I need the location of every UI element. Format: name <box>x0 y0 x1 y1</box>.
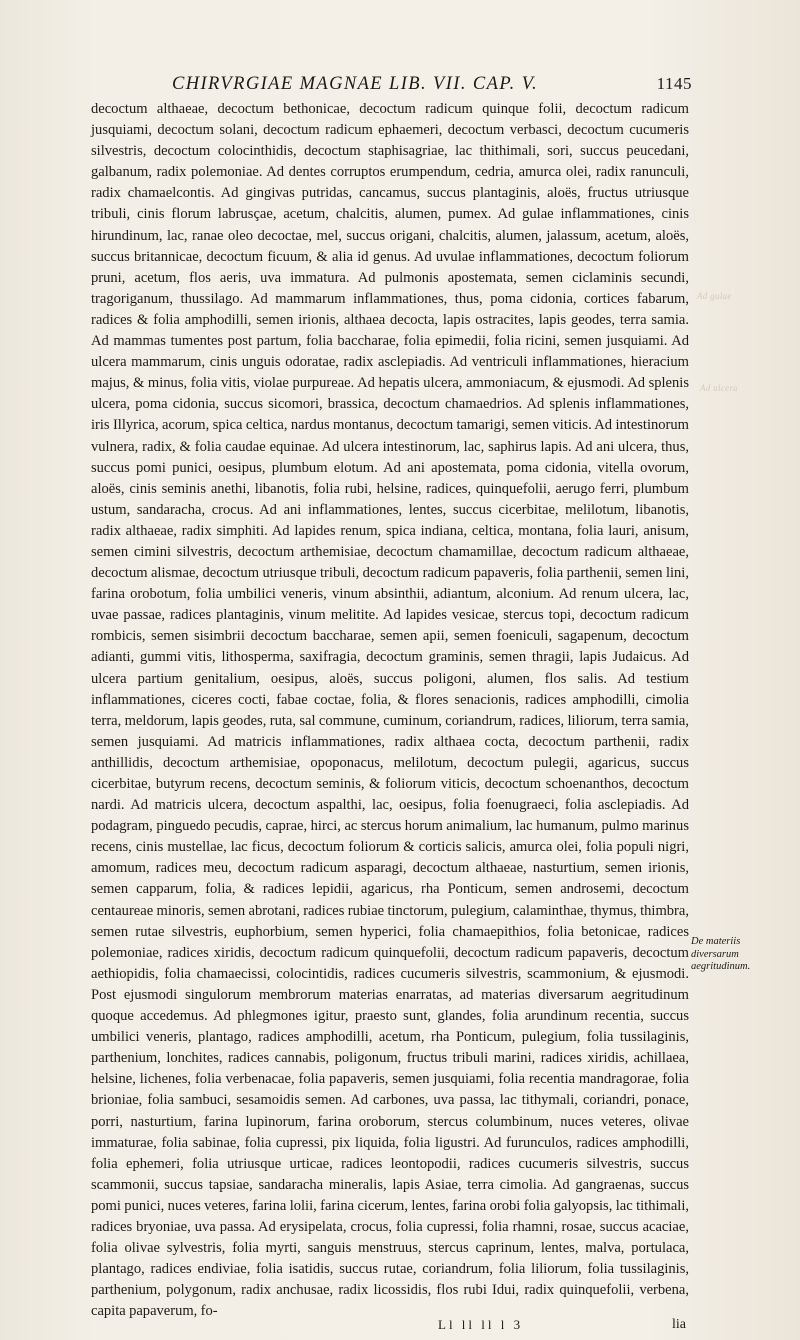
faded-marginal-mark: Ad ulcera <box>700 383 738 393</box>
body-paragraph: decoctum althaeae, decoctum bethonicae, decoctum radicum quinque folii, decoctum radicum jusquiami, decoctum solani, decoctum radicum ephaemeri, decoctum verbasci, decoctum cucumeris silvestris, decoctum colocinthidis, decoctum staphisagriae, lac thithimali, sori, succus peucedani, galbanum, radix polemoniae. Ad dentes corruptos erumpendum, cedria, amurca olei, radix ranunculi, radix chamaelcontis. Ad gingivas putridas, cancamus, succus plantaginis, aloës, fructus utriusque tribuli, cinis florum labrusçae, acetum, chalcitis, alumen, pumex. Ad gulae inflammationes, cinis hirundinum, lac, ranae oleo decoctae, mel, succus origani, chalcitis, alumen, jalassum, acetum, aloës, succus britannicae, decoctum ficuum, & alia id genus. Ad uvulae inflammationes, decoctum foliorum pruni, acetum, flos aeris, uva immatura. Ad pulmonis apostemata, semen ciclaminis secundi, tragoriganum, thussilago. Ad mammarum inflammationes, thus, poma cidonia, cortices fabarum, radices & folia amphodilli, semen irionis, althaea decocta, lapis ostracites, lapis geodes, terra samia. Ad mammas tumentes post partum, folia baccharae, folia epimedii, folia ricini, semen jusquiami. Ad ulcera mammarum, cinis unguis odoratae, radix asclepiadis. Ad ventriculi inflammationes, hieracium majus, & minus, folia vitis, violae purpureae. Ad hepatis ulcera, ammoniacum, & ejusmodi. Ad splenis ulcera, poma cidonia, succus sicomori, brassica, decoctum chamaedrios. Ad splenis inflammationes, iris Illyrica, acorum, spica celtica, nardus montanus, decoctum tamarigi, semen viticis. Ad intestinorum vulnera, radix, & folia caudae equinae. Ad ulcera intestinorum, lac, saphirus lapis. Ad ani ulcera, thus, succus pomi punici, oesipus, plumbum elotum. Ad ani apostemata, poma cidonia, vitella ovorum, aloës, cinis seminis anethi, libanotis, folia rubi, helsine, radices, quinquefolii, aerugo ferri, plumbum ustum, sandaracha, crocus. Ad ani inflammationes, lentes, succus cicerbitae, melilotum, libanotis, radix althaeae, radix simphiti. Ad lapides renum, spica indiana, celtica, montana, folia lauri, anisum, semen cimini silvestris, decoctum arthemisiae, decoctum chamamillae, decoctum radicum althaeae, decoctum alismae, decoctum utriusque tribuli, decoctum radicum papaveris, folia parthenii, semen lini, farina orobotum, folia umbilici veneris, vinum absinthii, adiantum, alconium. Ad renum ulcera, lac, uvae passae, radices plantaginis, vinum melitite. Ad lapides vesicae, stercus topi, decoctum radicum rombicis, semen sisimbrii decoctum baccharae, semen apii, semen foeniculi, sagapenum, decoctum adianti, gummi vitis, lithosperma, saxifragia, decoctum graminis, semen thragii, lapis Judaicus. Ad ulcera partium genitalium, oesipus, aloës, succus poligoni, alumen, flos salis. Ad testium inflammationes, ciceres cocti, fabae coctae, folia, & flores senacionis, radices amphodilli, cimolia terra, meldorum, lapis geodes, ruta, sal commune, cuminum, coriandrum, radices, liliorum, terra samia, semen jusquiami. Ad matricis inflammationes, radix althaea cocta, decoctum parthenii, radix anthillidis, decoctum arthemisiae, opoponacus, melilotum, decoctum pulegii, agaricus, succus cicerbitae, butyrum recens, decoctum seminis, & foliorum viticis, decoctum schoenanthos, decoctum nardi. Ad matricis ulcera, decoctum aspalthi, lac, oesipus, folia foenugraeci, folia asclepiadis. Ad podagram, pinguedo pecudis, caprae, hirci, ac stercus horum animalium, lac humanum, pulmo marinus recens, cinis mustellae, lac ficus, decoctum foliorum & corticis salicis, amurca olei, folia populi nigri, amomum, radices meu, decoctum radicum asparagi, decoctum althaeae, nasturtium, semen irionis, semen capparum, folia, & radices lepidii, agaricus, rha Ponticum, semen androsemi, decoctum centaureae minoris, semen abrotani, radices rubiae tinctorum, pulegium, calaminthae, thymus, thimbra, semen rutae silvestris, euphorbium, semen hyperici, folia chamaepithios, folia betonicae, radices polemoniae, radices xiridis, decoctum radicum quinquefolii, decoctum radicum papaveris, decoctum aethiopidis, folia chamaecissi, colocintidis, radices cucumeris silvestris, scammonium, & ejusmodi. Post ejusmodi singulorum membrorum materias enarratas, ad materias diversarum aegritudinum quoque accedemus. Ad phlegmones igitur, praesto sunt, glandes, folia arundinum recentia, succus umbilici veneris, plantago, radices amphodilli, acetum, rha Ponticum, pulegium, folia tussilaginis, parthenium, lonchites, radices cannabis, poligonum, fructus tribuli marini, radices xiridis, achillaea, helsine, lichenes, folia verbenacae, folia papaveris, semen jusquiami, folia recentia mandragorae, folia brioniae, folia sambuci, sesamoidis semen. Ad carbones, uva passa, lac tithymali, coriandri, ponace, porri, nasturtium, farina lupinorum, farina oroborum, stercus columbinum, nuces veteres, olivae immaturae, folia sabinae, folia cupressi, pix liquida, folia ligustri. Ad furunculos, radices amphodilli, folia ephemeri, folia utriusque urticae, radices leontopodii, radices cucumeris silvestris, succus scammonii, succus tapsiae, sandaracha mineralis, lapis Asiae, terra cimolia. Ad gangraenas, succus pomi punici, nuces veteres, farina lolii, farina cicerum, lentes, farina orobi folia galyopsis, lac tithimali, radices bryoniae, uva passa. Ad erysipelata, crocus, folia cupressi, folia rhamni, rosae, succus acaciae, folia olivae sylvestris, folia myrti, sanguis menstruus, stercus caprinum, lentes, malva, portulaca, plantago, radices endiviae, folia isatidis, succus rutae, coriandrum, folia liliorum, folia tussilaginis, parthenium, polygonum, radix anchusae, radix licossidis, flos rubi Idui, radix quinquefolii, verbena, capita papaverum, fo- <box>91 101 689 1320</box>
margin-note: De materiis diversarum aegritudinum. <box>691 936 751 972</box>
printer-signature: Ll ll ll l 3 <box>438 1317 524 1332</box>
page-number: 1145 <box>656 74 692 93</box>
faded-marginal-mark: Ad gulae <box>697 291 732 301</box>
running-title: CHIRVRGIAE MAGNAE LIB. VII. CAP. V. <box>172 74 539 94</box>
main-text-block <box>91 99 689 1322</box>
page-header <box>90 72 690 102</box>
catchword: lia <box>672 1317 686 1332</box>
